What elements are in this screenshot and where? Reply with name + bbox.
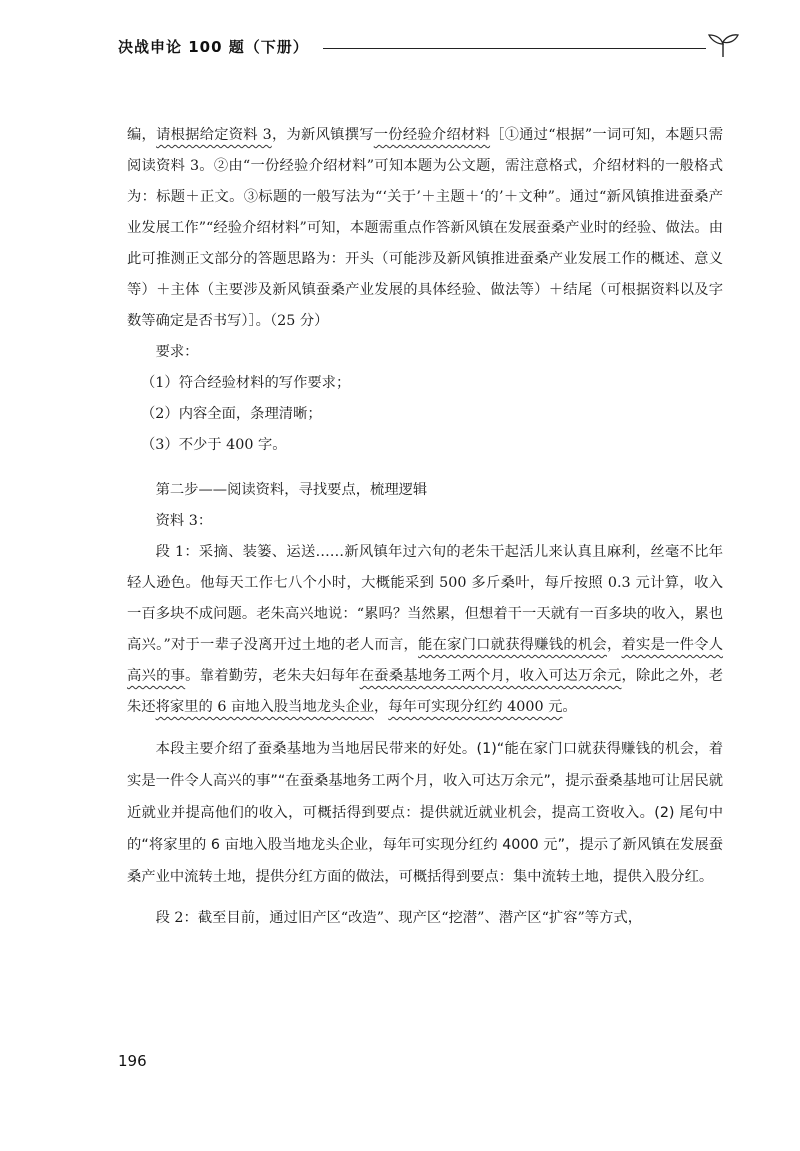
header-rule [323, 48, 706, 49]
text-run: 段 1：采摘、装篓、运送……新风镇年过六旬的老朱干起活儿来认真且麻利，丝毫不比年轻人逊色。他每天工作七八个小时，大概能采到 500 多斤桑叶，每斤按照 0.3 元计算，收入一百多块不成问题。老朱高兴地说：“累吗？当然累，但想着干一天就有一百多块的收入，累也高兴。”对于一辈子没离开过土地的老人而言， [127, 544, 723, 653]
step-heading: 第二步——阅读资料，寻找要点，梳理逻辑 [155, 482, 428, 498]
header-title: 决战申论 100 题（下册） [118, 38, 309, 56]
sprout-icon [706, 32, 740, 58]
underlined-phrase: 将家里的 6 亩地入股当地龙头企业 [155, 699, 374, 715]
segment-2-paragraph: 段 2：截至目前，通过旧产区“改造”、现产区“挖潜”、潜产区“扩容”等方式， [155, 910, 642, 926]
text-run: 。 [562, 699, 577, 715]
text-run: ［①通过“根据”一词可知，本题只需阅读资料 3。②由“一份经验介绍材料”可知本题为公文题，需注意格式，介绍材料的一般格式为：标题＋正文。③标题的一般写法为“‘关于’＋主题＋‘的’＋文种”。通过“新风镇推进蚕桑产业发展工作”“经验介绍材料”可知，本题需重点作答新风镇在发展蚕桑产业时的经验、做法。由此可推测正文部分的答题思路为：开头（可能涉及新风镇推进蚕桑产业发展工作的概述、意义等）＋主体（主要涉及新风镇蚕桑产业发展的具体经验、做法等）＋结尾（可根据资料以及字数等确定是否书写）］。（25 分） [127, 127, 724, 329]
page-number: 196 [118, 1052, 147, 1070]
requirement-item-1: （1）符合经验材料的写作要求； [141, 375, 351, 391]
text-run: ， [606, 637, 622, 653]
underlined-phrase: 着实是一件令人高兴的事 [127, 637, 724, 684]
text-run: ， [373, 699, 389, 715]
segment-1-paragraph [127, 537, 723, 723]
text-run: ，为新风镇撰写 [271, 127, 374, 143]
underlined-phrase: 请根据给定资料 3 [156, 127, 272, 143]
requirements-heading: 要求： [155, 344, 199, 360]
text-run: ，除此之外，老朱还 [127, 668, 724, 715]
requirement-item-2: （2）内容全面，条理清晰； [141, 406, 322, 422]
text-run: 。靠着勤劳，老朱夫妇每年 [185, 668, 360, 684]
page-content [127, 120, 723, 934]
underlined-phrase: 在蚕桑基地务工两个月，收入可达万余元 [359, 668, 622, 684]
material-label: 资料 3： [155, 513, 213, 529]
requirement-item-3: （3）不少于 400 字。 [141, 437, 287, 453]
running-header [118, 36, 738, 64]
segment-1-analysis: 本段主要介绍了蚕桑基地为当地居民带来的好处。(1)“能在家门口就获得赚钱的机会，着实是一件令人高兴的事”“在蚕桑基地务工两个月，收入可达万余元”，提示蚕桑基地可让居民就近就业并提高他们的收入，可概括得到要点：提供就近就业机会，提高工资收入。(2) 尾句中的“将家里的 6 亩地入股当地龙头企业，每年可实现分红约 4000 元”，提示了新风镇在发展蚕桑产业中流转土地，提供分红方面的做法，可概括得到要点：集中流转土地，提供入股分红。 [127, 741, 723, 885]
underlined-phrase: 每年可实现分红约 4000 元 [388, 699, 563, 715]
underlined-phrase: 能在家门口就获得赚钱的机会 [418, 637, 607, 653]
question-paragraph [127, 120, 723, 337]
text-run: 编， [127, 127, 157, 143]
underlined-phrase: 一份经验介绍材料 [373, 127, 491, 143]
